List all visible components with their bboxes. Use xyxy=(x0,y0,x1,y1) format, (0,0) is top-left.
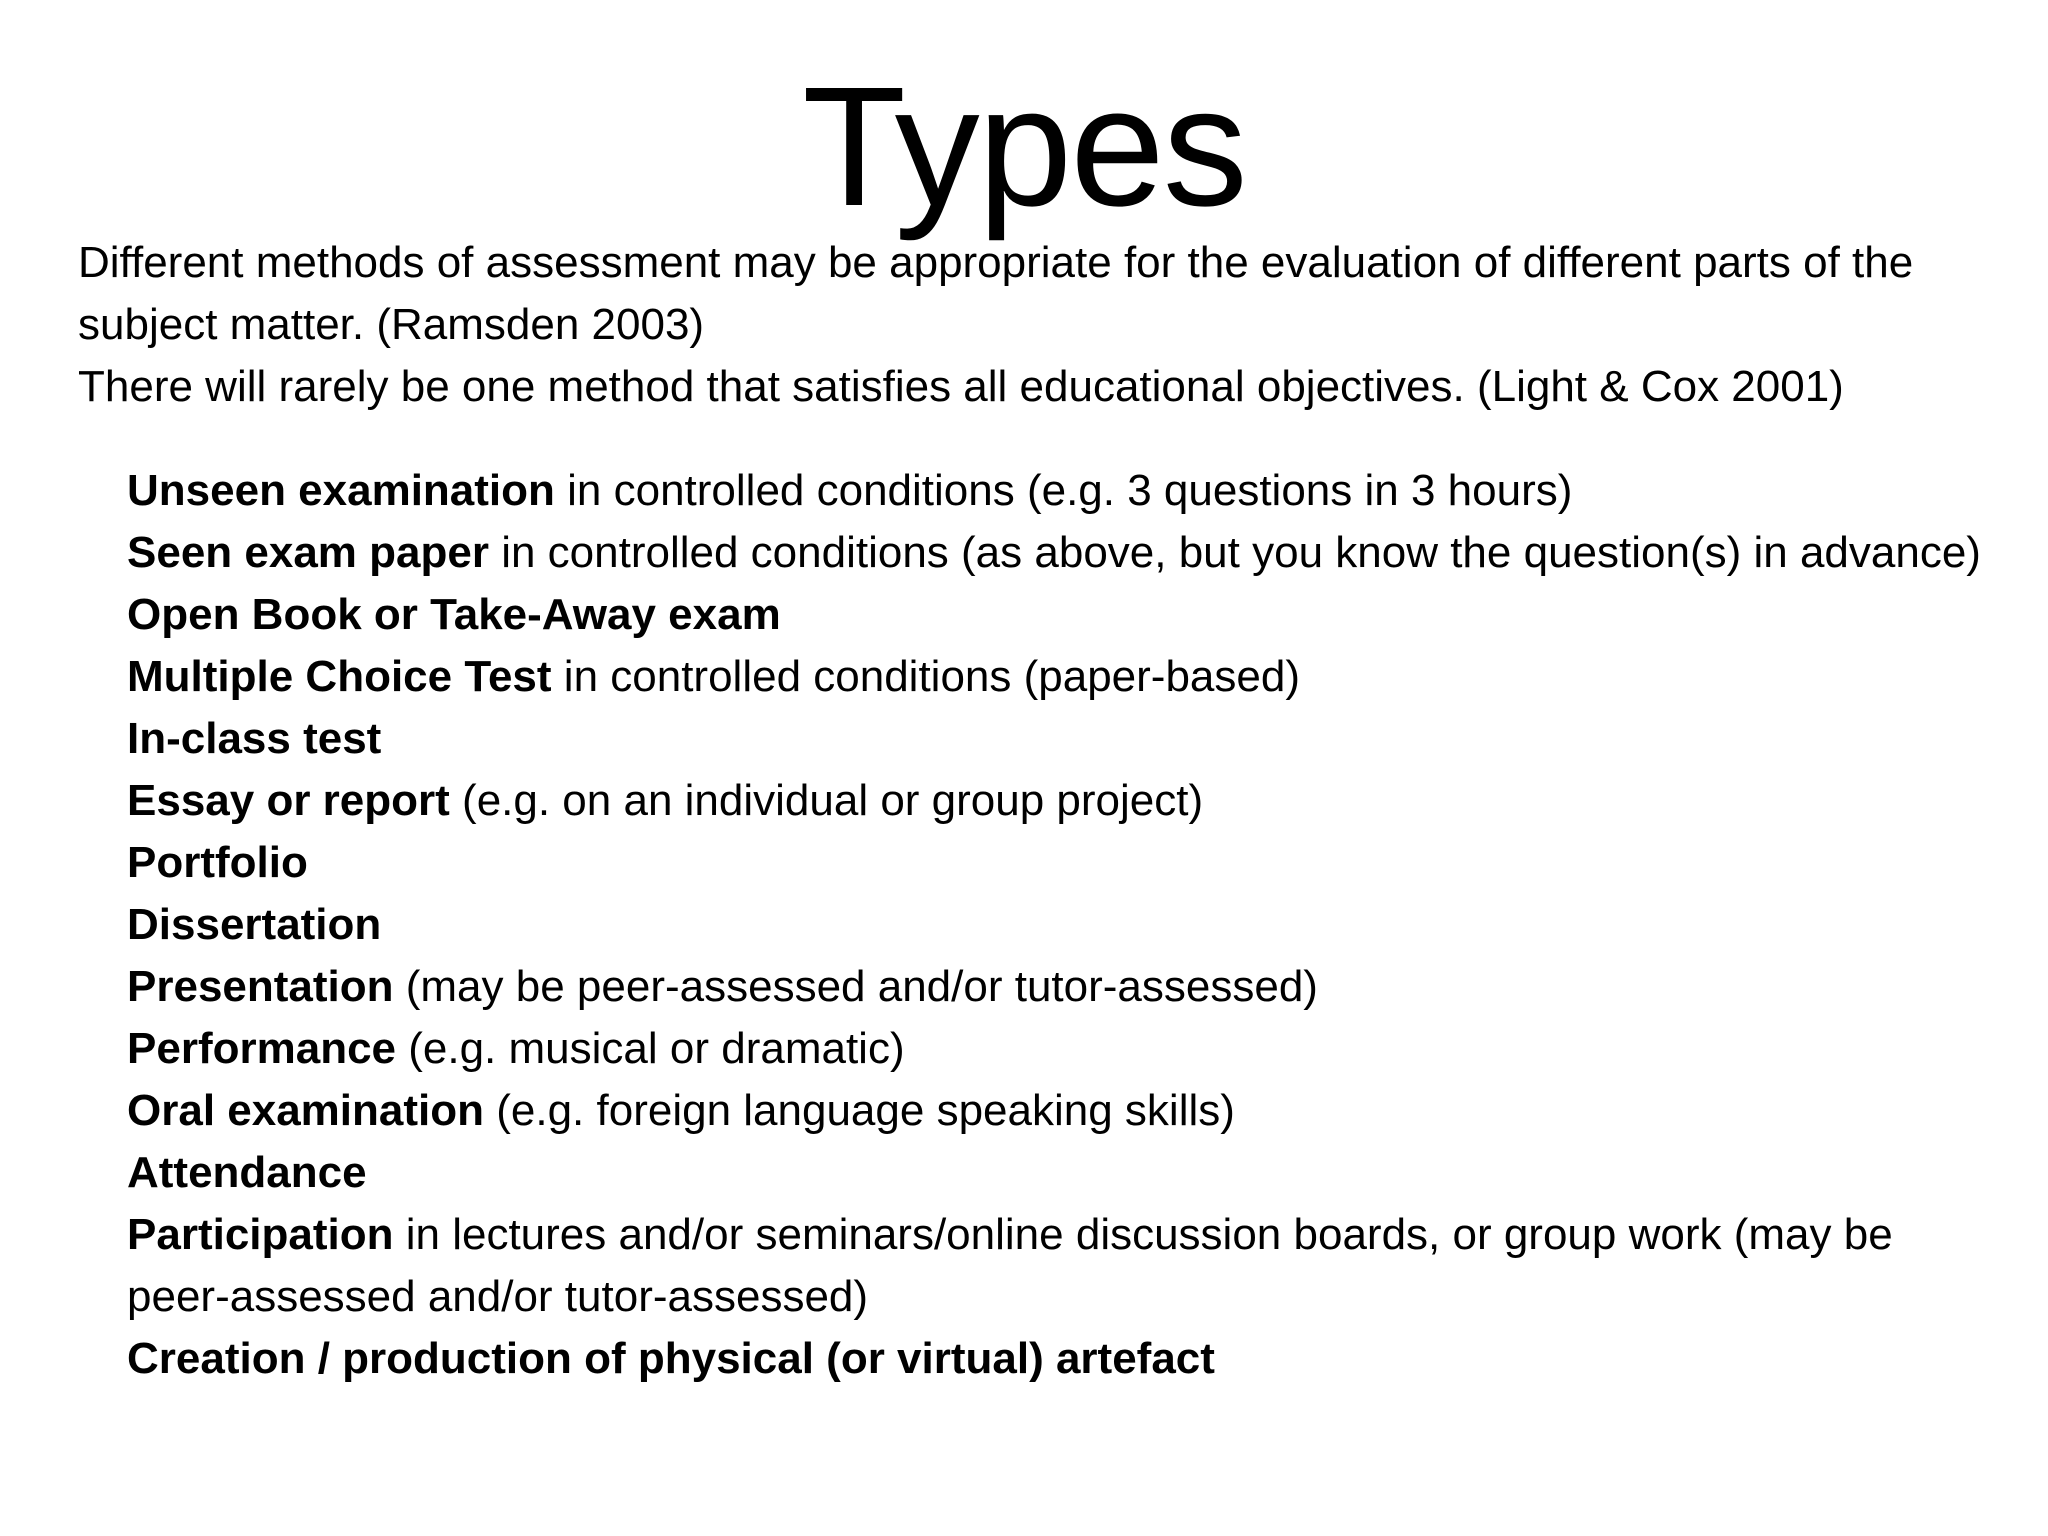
assessment-types-list xyxy=(127,460,1987,1390)
item-term: Multiple Choice Test xyxy=(127,652,552,701)
item-detail: in controlled conditions (e.g. 3 questions in 3 hours) xyxy=(554,466,1573,515)
item-detail: in controlled conditions (as above, but you know the question(s) in advance) xyxy=(488,528,1981,577)
list-item xyxy=(127,770,1987,832)
list-item xyxy=(127,956,1987,1018)
intro-paragraph-ramsden: Different methods of assessment may be appropriate for the evaluation of different parts of the subject matter. (Ramsden 2003) xyxy=(78,238,1914,349)
item-term: Attendance xyxy=(127,1148,367,1197)
item-detail: (e.g. on an individual or group project) xyxy=(449,776,1204,825)
item-term: Participation xyxy=(127,1210,394,1259)
list-item xyxy=(127,1080,1987,1142)
item-detail: in lectures and/or seminars/online discussion boards, or group work (may be peer-assessed and/or tutor-assessed) xyxy=(127,1210,1893,1321)
item-detail: in controlled conditions (paper-based) xyxy=(551,652,1300,701)
item-detail: (e.g. foreign language speaking skills) xyxy=(484,1086,1235,1135)
intro-text xyxy=(78,232,1998,418)
list-item xyxy=(127,1204,1987,1328)
item-term: Open Book or Take-Away exam xyxy=(127,590,781,639)
item-term: Oral examination xyxy=(127,1086,485,1135)
list-item xyxy=(127,1142,1987,1204)
item-term: Essay or report xyxy=(127,776,450,825)
item-term: Performance xyxy=(127,1024,397,1073)
list-item xyxy=(127,646,1987,708)
item-term: Unseen examination xyxy=(127,466,555,515)
list-item xyxy=(127,460,1987,522)
slide-title: Types xyxy=(802,52,1246,242)
item-term: Creation / production of physical (or virtual) artefact xyxy=(127,1334,1215,1383)
list-item xyxy=(127,1328,1987,1390)
item-term: Seen exam paper xyxy=(127,528,489,577)
item-term: Portfolio xyxy=(127,838,308,887)
item-term: Dissertation xyxy=(127,900,382,949)
list-item xyxy=(127,832,1987,894)
item-term: Presentation xyxy=(127,962,394,1011)
list-item xyxy=(127,708,1987,770)
list-item xyxy=(127,522,1987,584)
list-item xyxy=(127,1018,1987,1080)
item-term: In-class test xyxy=(127,714,382,763)
intro-paragraph-light-cox: There will rarely be one method that satisfies all educational objectives. (Light & Cox 2001) xyxy=(78,362,1844,411)
list-item xyxy=(127,894,1987,956)
item-detail: (may be peer-assessed and/or tutor-assessed) xyxy=(393,962,1318,1011)
item-detail: (e.g. musical or dramatic) xyxy=(396,1024,905,1073)
list-item xyxy=(127,584,1987,646)
